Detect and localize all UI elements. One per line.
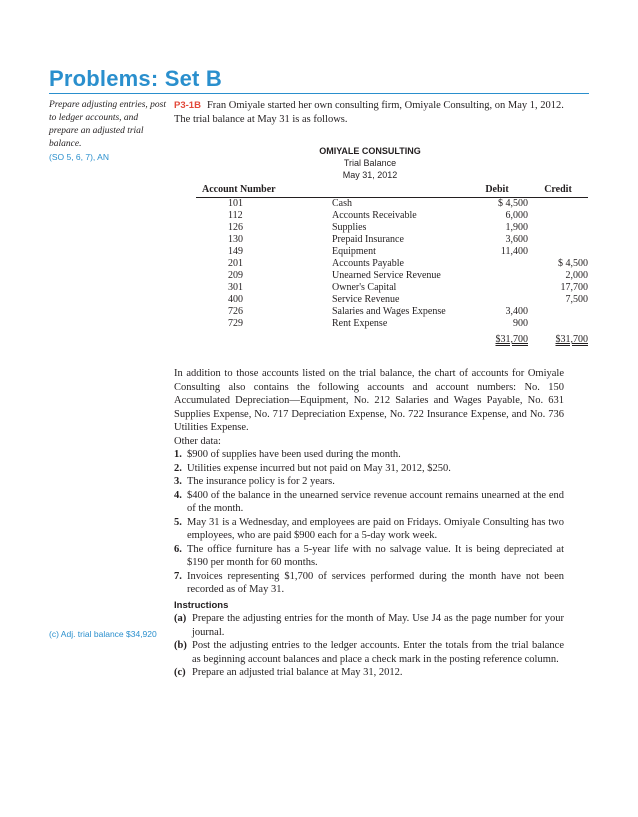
table-row — [196, 270, 588, 282]
item-text: Utilities expense incurred but not paid on May 31, 2012, $250. — [187, 462, 451, 474]
debit-amount: 3,400 — [505, 306, 528, 317]
account-name: Salaries and Wages Expense — [332, 306, 446, 317]
instruction-letter: (c) — [174, 667, 186, 678]
title-rule — [49, 93, 589, 94]
account-name: Owner's Capital — [332, 282, 397, 293]
item-text: May 31 is a Wednesday, and employees are paid on Fridays. Omiyale Consulting has two employees, who are paid $900 each for a 5-day work week. — [187, 516, 564, 541]
credit-amount — [528, 210, 588, 222]
total-debit: $31,700 — [495, 334, 528, 345]
account-name: Rent Expense — [332, 318, 388, 329]
debit-amount: 3,600 — [505, 234, 528, 245]
debit-amount: 1,900 — [505, 222, 528, 233]
debit-amount — [466, 294, 528, 306]
account-number: 149 — [228, 246, 243, 257]
instruction-text: Post the adjusting entries to the ledger accounts. Enter the totals from the trial balance as beginning account balances and place a check mark in the posting reference column. — [192, 640, 564, 665]
debit-amount — [466, 270, 528, 282]
table-header-row — [196, 182, 588, 198]
statement-title: Trial Balance — [343, 158, 397, 168]
credit-amount — [528, 246, 588, 258]
account-number: 301 — [228, 282, 243, 293]
instruction-item — [174, 666, 564, 680]
study-objectives: (SO 5, 6, 7), AN — [49, 152, 109, 162]
credit-amount: $ 4,500 — [558, 258, 588, 269]
header-account-name — [332, 182, 466, 198]
list-item — [174, 543, 564, 570]
item-number: 7. — [174, 570, 182, 582]
list-item — [174, 462, 564, 476]
item-text: The office furniture has a 5-year life with no salvage value. It is being depreciated at $190 per month for 60 months. — [187, 543, 564, 568]
credit-amount — [528, 198, 588, 211]
debit-amount: $ 4,500 — [498, 198, 528, 209]
item-number: 5. — [174, 516, 182, 528]
table-row — [196, 258, 588, 270]
debit-amount: 900 — [513, 318, 528, 329]
problem-body — [174, 367, 564, 680]
table-row — [196, 282, 588, 294]
instruction-letter: (a) — [174, 613, 187, 624]
problem-intro-text: Fran Omiyale started her own consulting firm, Omiyale Consulting, on May 1, 2012. The trial balance at May 31 is as follows. — [174, 100, 564, 125]
table-row — [196, 234, 588, 246]
table-row — [196, 318, 588, 330]
table-row — [196, 210, 588, 222]
account-number: 126 — [228, 222, 243, 233]
problem-id: P3-1B — [174, 100, 201, 111]
credit-amount — [528, 318, 588, 330]
debit-amount — [466, 258, 528, 270]
item-text: $400 of the balance in the unearned service revenue account remains unearned at the end of the month. — [187, 489, 564, 514]
account-number: 209 — [228, 270, 243, 281]
table-row — [196, 306, 588, 318]
header-account-number: Account Number — [196, 182, 332, 198]
credit-amount — [528, 222, 588, 234]
answer-note: (c) Adj. trial balance $34,920 — [49, 629, 157, 639]
instruction-text: Prepare an adjusted trial balance at May 31, 2012. — [192, 667, 403, 678]
account-number: 201 — [228, 258, 243, 269]
item-number: 2. — [174, 462, 182, 474]
item-number: 6. — [174, 543, 182, 555]
instructions-list — [174, 612, 564, 680]
problem-intro — [174, 99, 574, 127]
debit-amount: 11,400 — [500, 246, 528, 257]
instruction-text: Prepare the adjusting entries for the month of May. Use J4 as the page number for your journal. — [192, 613, 564, 638]
debit-amount — [466, 282, 528, 294]
credit-amount — [528, 306, 588, 318]
item-number: 3. — [174, 476, 182, 487]
list-item — [174, 448, 564, 462]
side-note-text: Prepare adjusting entries, post to ledger accounts, and prepare an adjusted trial balance. — [49, 100, 166, 149]
side-note — [49, 99, 167, 164]
credit-amount: 17,700 — [560, 282, 588, 293]
other-data-label: Other data: — [174, 435, 221, 447]
other-data-list — [174, 448, 564, 597]
instruction-letter: (b) — [174, 640, 187, 651]
list-item — [174, 475, 564, 489]
header-credit: Credit — [528, 182, 588, 198]
account-number: 112 — [228, 210, 243, 221]
totals-row — [196, 330, 588, 346]
table-row — [196, 246, 588, 258]
account-number: 729 — [228, 318, 243, 329]
instruction-item — [174, 612, 564, 639]
credit-amount: 7,500 — [565, 294, 588, 305]
list-item — [174, 570, 564, 597]
instructions-label: Instructions — [174, 599, 229, 611]
item-number: 1. — [174, 449, 182, 460]
account-name: Equipment — [332, 246, 376, 257]
total-credit: $31,700 — [555, 334, 588, 345]
account-number: 130 — [228, 234, 243, 245]
account-number: 726 — [228, 306, 243, 317]
table-row — [196, 222, 588, 234]
table-row — [196, 294, 588, 306]
account-name: Accounts Receivable — [332, 210, 417, 221]
account-name: Prepaid Insurance — [332, 234, 404, 245]
item-text: The insurance policy is for 2 years. — [187, 476, 335, 487]
list-item — [174, 516, 564, 543]
instruction-item — [174, 639, 564, 666]
table-body — [196, 198, 588, 331]
item-number: 4. — [174, 489, 182, 501]
credit-amount: 2,000 — [565, 270, 588, 281]
header-debit: Debit — [466, 182, 528, 198]
account-number: 101 — [228, 198, 243, 209]
list-item — [174, 489, 564, 516]
page-title: Problems: Set B — [49, 66, 222, 91]
trial-balance-table — [196, 182, 588, 346]
item-text: $900 of supplies have been used during the month. — [187, 449, 401, 460]
account-name: Accounts Payable — [332, 258, 404, 269]
item-text: Invoices representing $1,700 of services performed during the month have not been recorded as of May 31. — [187, 570, 564, 595]
account-name: Supplies — [332, 222, 367, 233]
account-number: 400 — [228, 294, 243, 305]
account-name: Unearned Service Revenue — [332, 270, 441, 281]
chart-of-accounts-paragraph: In addition to those accounts listed on the trial balance, the chart of accounts for Omiyale Consulting also contains the following accounts and account numbers: No. 150 Accumulated Depreciation—Equipment, No. 212 Salaries and Wages Payable, No. 631 Supplies Expense, No. 717 Depreciation Expense, No. 722 Insurance Expense, and No. 736 Utilities Expense. — [174, 368, 564, 433]
debit-amount: 6,000 — [505, 210, 528, 221]
statement-date: May 31, 2012 — [342, 170, 398, 180]
table-row — [196, 198, 588, 211]
company-name: OMIYALE CONSULTING — [319, 146, 421, 156]
credit-amount — [528, 234, 588, 246]
trial-balance-heading — [270, 145, 470, 181]
account-name: Service Revenue — [332, 294, 400, 305]
account-name: Cash — [332, 198, 352, 209]
